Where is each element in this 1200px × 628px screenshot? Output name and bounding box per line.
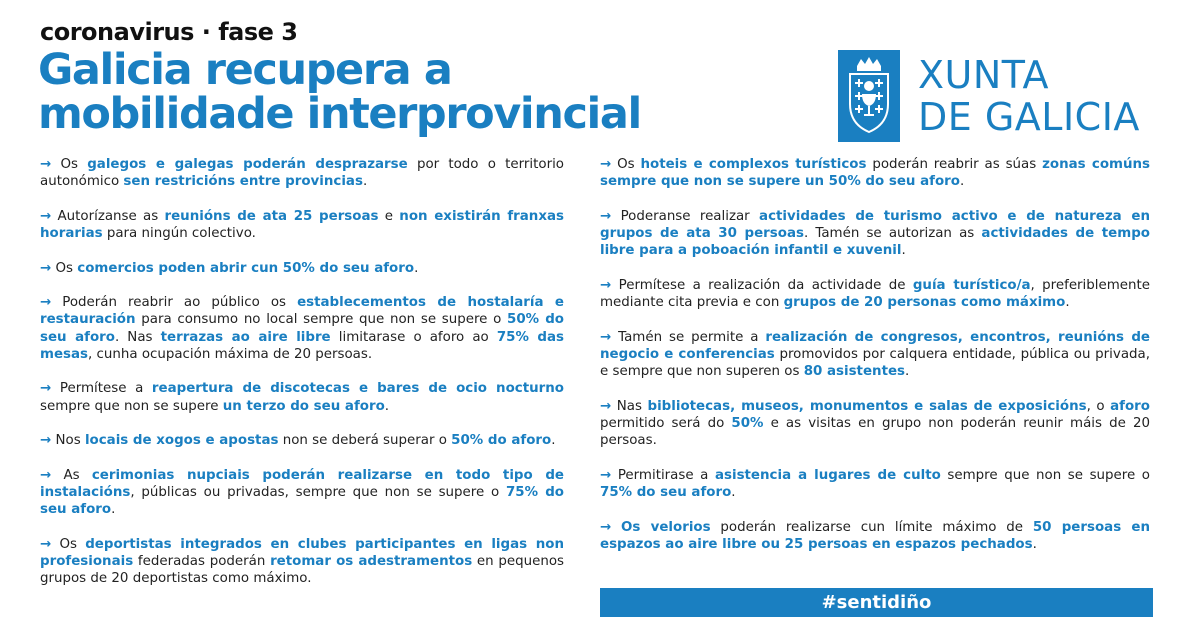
highlight-text: aforo: [1110, 398, 1150, 414]
body-text: non se deberá superar o: [278, 433, 452, 449]
highlight-text: actividades de tempo libre para a poboación infantil e xuvenil: [600, 226, 1150, 259]
measure-item: [600, 519, 1150, 554]
arrow-icon: →: [600, 398, 612, 414]
body-text: en pequenos grupos de 20 deportistas como máximo.: [40, 554, 565, 587]
body-text: .: [1065, 295, 1070, 311]
arrow-icon: →: [40, 295, 52, 311]
body-text: promovidos por calquera entidade, pública ou privada, e sempre que non superen os: [600, 346, 1150, 380]
logo-text: [918, 54, 1140, 138]
measure-item: [600, 467, 1150, 502]
body-text: sempre que non se supere o: [940, 467, 1151, 483]
arrow-icon: →: [40, 157, 52, 172]
right-column: [600, 156, 1150, 570]
body-text: .: [959, 174, 965, 190]
body-text: , o: [1086, 398, 1111, 414]
body-text: Nos: [51, 433, 85, 449]
kicker: coronavirus · fase 3: [40, 18, 298, 46]
highlight-text: bibliotecas, museos, monumentos e salas de exposicións: [647, 398, 1087, 414]
highlight-text: actividades de turismo activo e de natureza en grupos de ata 30 persoas: [600, 208, 1151, 242]
body-text: permitido será do: [600, 416, 732, 432]
body-text: Nas: [611, 398, 648, 414]
body-text: , preferiblemente mediante cita previa e con: [600, 277, 1150, 311]
highlight-text: cerimonias nupciais poderán realizarse en todo tipo de instalacións: [40, 467, 565, 500]
arrow-icon: →: [600, 208, 612, 224]
highlight-text: 50% do seu aforo: [40, 312, 564, 345]
body-text: . Nas: [114, 329, 161, 345]
arrow-icon: →: [40, 208, 52, 224]
arrow-icon: →: [600, 329, 612, 345]
arrow-icon: →: [600, 467, 612, 483]
body-text: .: [731, 485, 736, 501]
body-text: Poderanse realizar: [611, 208, 760, 224]
body-text: .: [111, 502, 116, 518]
measure-item: [600, 398, 1150, 450]
measure-item: [40, 432, 564, 449]
body-text: . Tamén se autorizan as: [803, 226, 982, 242]
measure-item: [40, 467, 564, 519]
body-text: Tamén se permite a: [611, 329, 766, 345]
measure-item: [600, 329, 1150, 381]
body-text: .: [362, 174, 368, 190]
body-text: Permítese a realización da actividade de: [611, 277, 913, 293]
body-text: .: [905, 364, 910, 380]
body-text: .: [384, 398, 390, 414]
body-text: sempre que non se supere: [40, 398, 223, 414]
body-text: Os: [51, 157, 88, 172]
highlight-text: sen restricións entre provincias: [123, 174, 363, 190]
body-text: poderán reabrir as súas: [866, 157, 1043, 172]
measure-item: [40, 380, 564, 415]
body-text: [611, 520, 621, 535]
arrow-icon: →: [40, 260, 52, 276]
body-text: .: [414, 260, 419, 276]
highlight-text: Os velorios: [621, 519, 711, 535]
body-text: para consumo no local sempre que non se supere o: [135, 312, 508, 328]
measure-item: [40, 536, 564, 588]
arrow-icon: →: [40, 536, 52, 552]
body-text: poderán realizarse cun límite máximo de: [710, 519, 1033, 535]
measure-item: [600, 156, 1150, 191]
highlight-text: reapertura de discotecas e bares de ocio nocturno: [151, 381, 564, 397]
highlight-text: grupos de 20 personas como máximo: [783, 295, 1066, 311]
logo-line-1: XUNTA: [918, 53, 1050, 97]
highlight-text: establecementos de hostalaría e restauración: [40, 295, 565, 328]
body-text: Poderán reabrir ao público os: [51, 295, 298, 311]
highlight-text: 50% do aforo: [451, 433, 552, 449]
headline-line-1: Galicia recupera a: [38, 45, 452, 95]
highlight-text: comercios poden abrir cun 50% do seu aforo: [77, 260, 415, 276]
arrow-icon: →: [40, 433, 52, 449]
headline-line-2: mobilidade interprovincial: [38, 89, 641, 139]
highlight-text: locais de xogos e apostas: [84, 433, 279, 449]
measure-item: [40, 208, 564, 243]
measure-item: [40, 156, 564, 191]
arrow-icon: →: [600, 519, 612, 535]
body-text: .: [1032, 536, 1037, 552]
highlight-text: retomar os adestramentos: [270, 554, 473, 570]
highlight-text: 80 asistentes: [803, 364, 906, 380]
arrow-icon: →: [40, 467, 52, 483]
arrow-icon: →: [40, 381, 52, 397]
hashtag-banner: #sentidiño: [600, 588, 1153, 617]
highlight-text: 75% das mesas: [40, 329, 564, 362]
body-text: Autorízanse as: [51, 208, 165, 224]
body-text: Os: [51, 536, 86, 552]
body-text: limitarase o aforo ao: [330, 329, 497, 345]
highlight-text: zonas comúns sempre que non se supere un 50% do seu aforo: [600, 157, 1151, 190]
body-text: federadas poderán: [133, 554, 271, 570]
highlight-text: reunións de ata 25 persoas: [164, 208, 379, 224]
highlight-text: guía turístico/a: [912, 277, 1031, 293]
highlight-text: 50%: [731, 416, 764, 432]
body-text: Os: [611, 157, 641, 172]
highlight-text: hoteis e complexos turísticos: [640, 157, 867, 172]
arrow-icon: →: [600, 277, 612, 293]
highlight-text: 75% do seu aforo: [600, 485, 732, 501]
highlight-text: realización de congresos, encontros, reunións de negocio e conferencias: [600, 329, 1150, 362]
body-text: , públicas ou privadas, sempre que non se supere o: [130, 484, 506, 500]
arrow-icon: →: [600, 157, 612, 172]
xunta-de-galicia-shield-icon: [838, 50, 900, 142]
measure-item: [40, 294, 564, 363]
headline: [38, 45, 828, 139]
body-text: , cunha ocupación máxima de 20 persoas.: [88, 346, 373, 362]
body-text: por todo o territorio autonómico: [40, 157, 564, 190]
highlight-text: 75% do seu aforo: [40, 484, 564, 518]
highlight-text: 50 persoas en espazos ao aire libre ou 25 persoas en espazos pechados: [600, 519, 1150, 552]
highlight-text: asistencia a lugares de culto: [714, 467, 941, 483]
body-text: Os: [51, 260, 78, 276]
measure-item: [600, 277, 1150, 312]
left-column: [40, 156, 564, 605]
highlight-text: non existirán franxas horarias: [40, 208, 564, 242]
measure-item: [600, 208, 1150, 260]
body-text: As: [51, 467, 92, 483]
highlight-text: terrazas ao aire libre: [160, 329, 331, 345]
highlight-text: un terzo do seu aforo: [222, 398, 385, 414]
body-text: e as visitas en grupo non poderán reunir máis de 20 persoas.: [600, 416, 1151, 449]
body-text: Permítese a: [51, 381, 152, 397]
body-text: .: [901, 243, 906, 259]
body-text: para ningún colectivo.: [102, 226, 256, 242]
highlight-text: deportistas integrados en clubes participantes en ligas non profesionais: [40, 536, 564, 570]
body-text: .: [551, 433, 556, 449]
xunta-logo: [838, 50, 1150, 142]
logo-line-2: DE GALICIA: [918, 95, 1140, 139]
measure-item: [40, 260, 564, 277]
highlight-text: galegos e galegas poderán desprazarse: [87, 157, 408, 172]
body-text: Permitirase a: [611, 467, 715, 483]
body-text: e: [378, 208, 400, 224]
